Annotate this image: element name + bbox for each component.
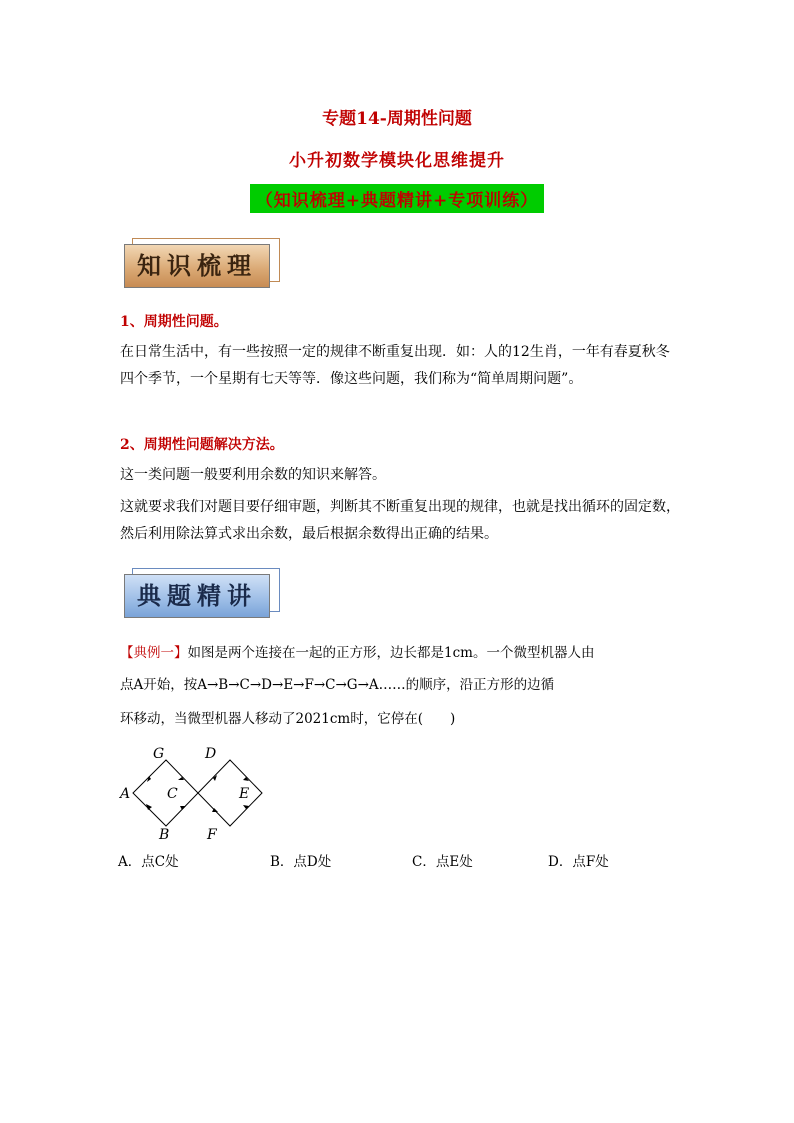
option-letter: B．: [270, 854, 294, 870]
option-a[interactable]: [118, 850, 179, 870]
arrow-marker: [180, 806, 186, 810]
knowledge-heading-1: 1、周期性问题。: [120, 314, 228, 330]
document-subtitle: 小升初数学模块化思维提升: [289, 151, 505, 171]
option-b[interactable]: [270, 850, 331, 870]
option-text: 点D处: [293, 854, 332, 870]
document-title: 专题14-周期性问题: [322, 109, 472, 129]
option-letter: D．: [548, 854, 573, 870]
examples-banner-label: 典题精讲: [124, 574, 270, 618]
option-letter: A．: [118, 854, 142, 870]
option-text: 点F处: [572, 854, 609, 870]
label-f: F: [207, 827, 217, 841]
option-c[interactable]: [412, 850, 473, 870]
label-c: C: [167, 786, 178, 802]
knowledge-banner: [124, 244, 274, 290]
example-line-1: [120, 640, 680, 666]
label-d: D: [205, 746, 217, 762]
knowledge-heading-2: 2、周期性问题解决方法。: [120, 437, 284, 453]
example-tag: 【典例一】: [120, 645, 188, 661]
label-e: E: [239, 786, 250, 802]
option-d[interactable]: [548, 850, 609, 870]
two-squares-figure: [118, 746, 268, 841]
option-letter: C．: [412, 854, 436, 870]
knowledge-paragraph-3: 这就要求我们对题目要仔细审题，判断其不断重复出现的规律，也就是找出循环的固定数，然后利用除法算式求出余数，最后根据余数得出正确的结果。: [120, 499, 680, 542]
knowledge-paragraph-2: 这一类问题一般要利用余数的知识来解答。: [120, 467, 386, 483]
option-text: 点C处: [141, 854, 179, 870]
knowledge-banner-label: 知识梳理: [124, 244, 270, 288]
document-tagline-wrap: [0, 184, 794, 213]
right-square: [198, 760, 262, 826]
document-tagline: （知识梳理+典题精讲+专项训练）: [250, 184, 545, 213]
label-a: A: [120, 786, 131, 802]
left-square: [133, 760, 198, 826]
example-line-2: 点A开始，按A→B→C→D→E→F→C→G→A……的顺序，沿正方形的边循: [120, 677, 555, 693]
knowledge-paragraph-1: 在日常生活中，有一些按照一定的规律不断重复出现．如：人的12生肖，一年有春夏秋冬四个季节，一个星期有七天等等．像这些问题，我们称为“简单周期问题”。: [120, 344, 670, 387]
label-g: G: [153, 746, 165, 762]
option-text: 点E处: [435, 854, 473, 870]
example-line-3: 环移动，当微型机器人移动了2021cm时，它停在( ): [120, 711, 456, 727]
example-text-1: 如图是两个连接在一起的正方形，边长都是1cm。一个微型机器人由: [187, 645, 595, 661]
examples-banner: [124, 574, 274, 620]
label-b: B: [159, 827, 170, 841]
